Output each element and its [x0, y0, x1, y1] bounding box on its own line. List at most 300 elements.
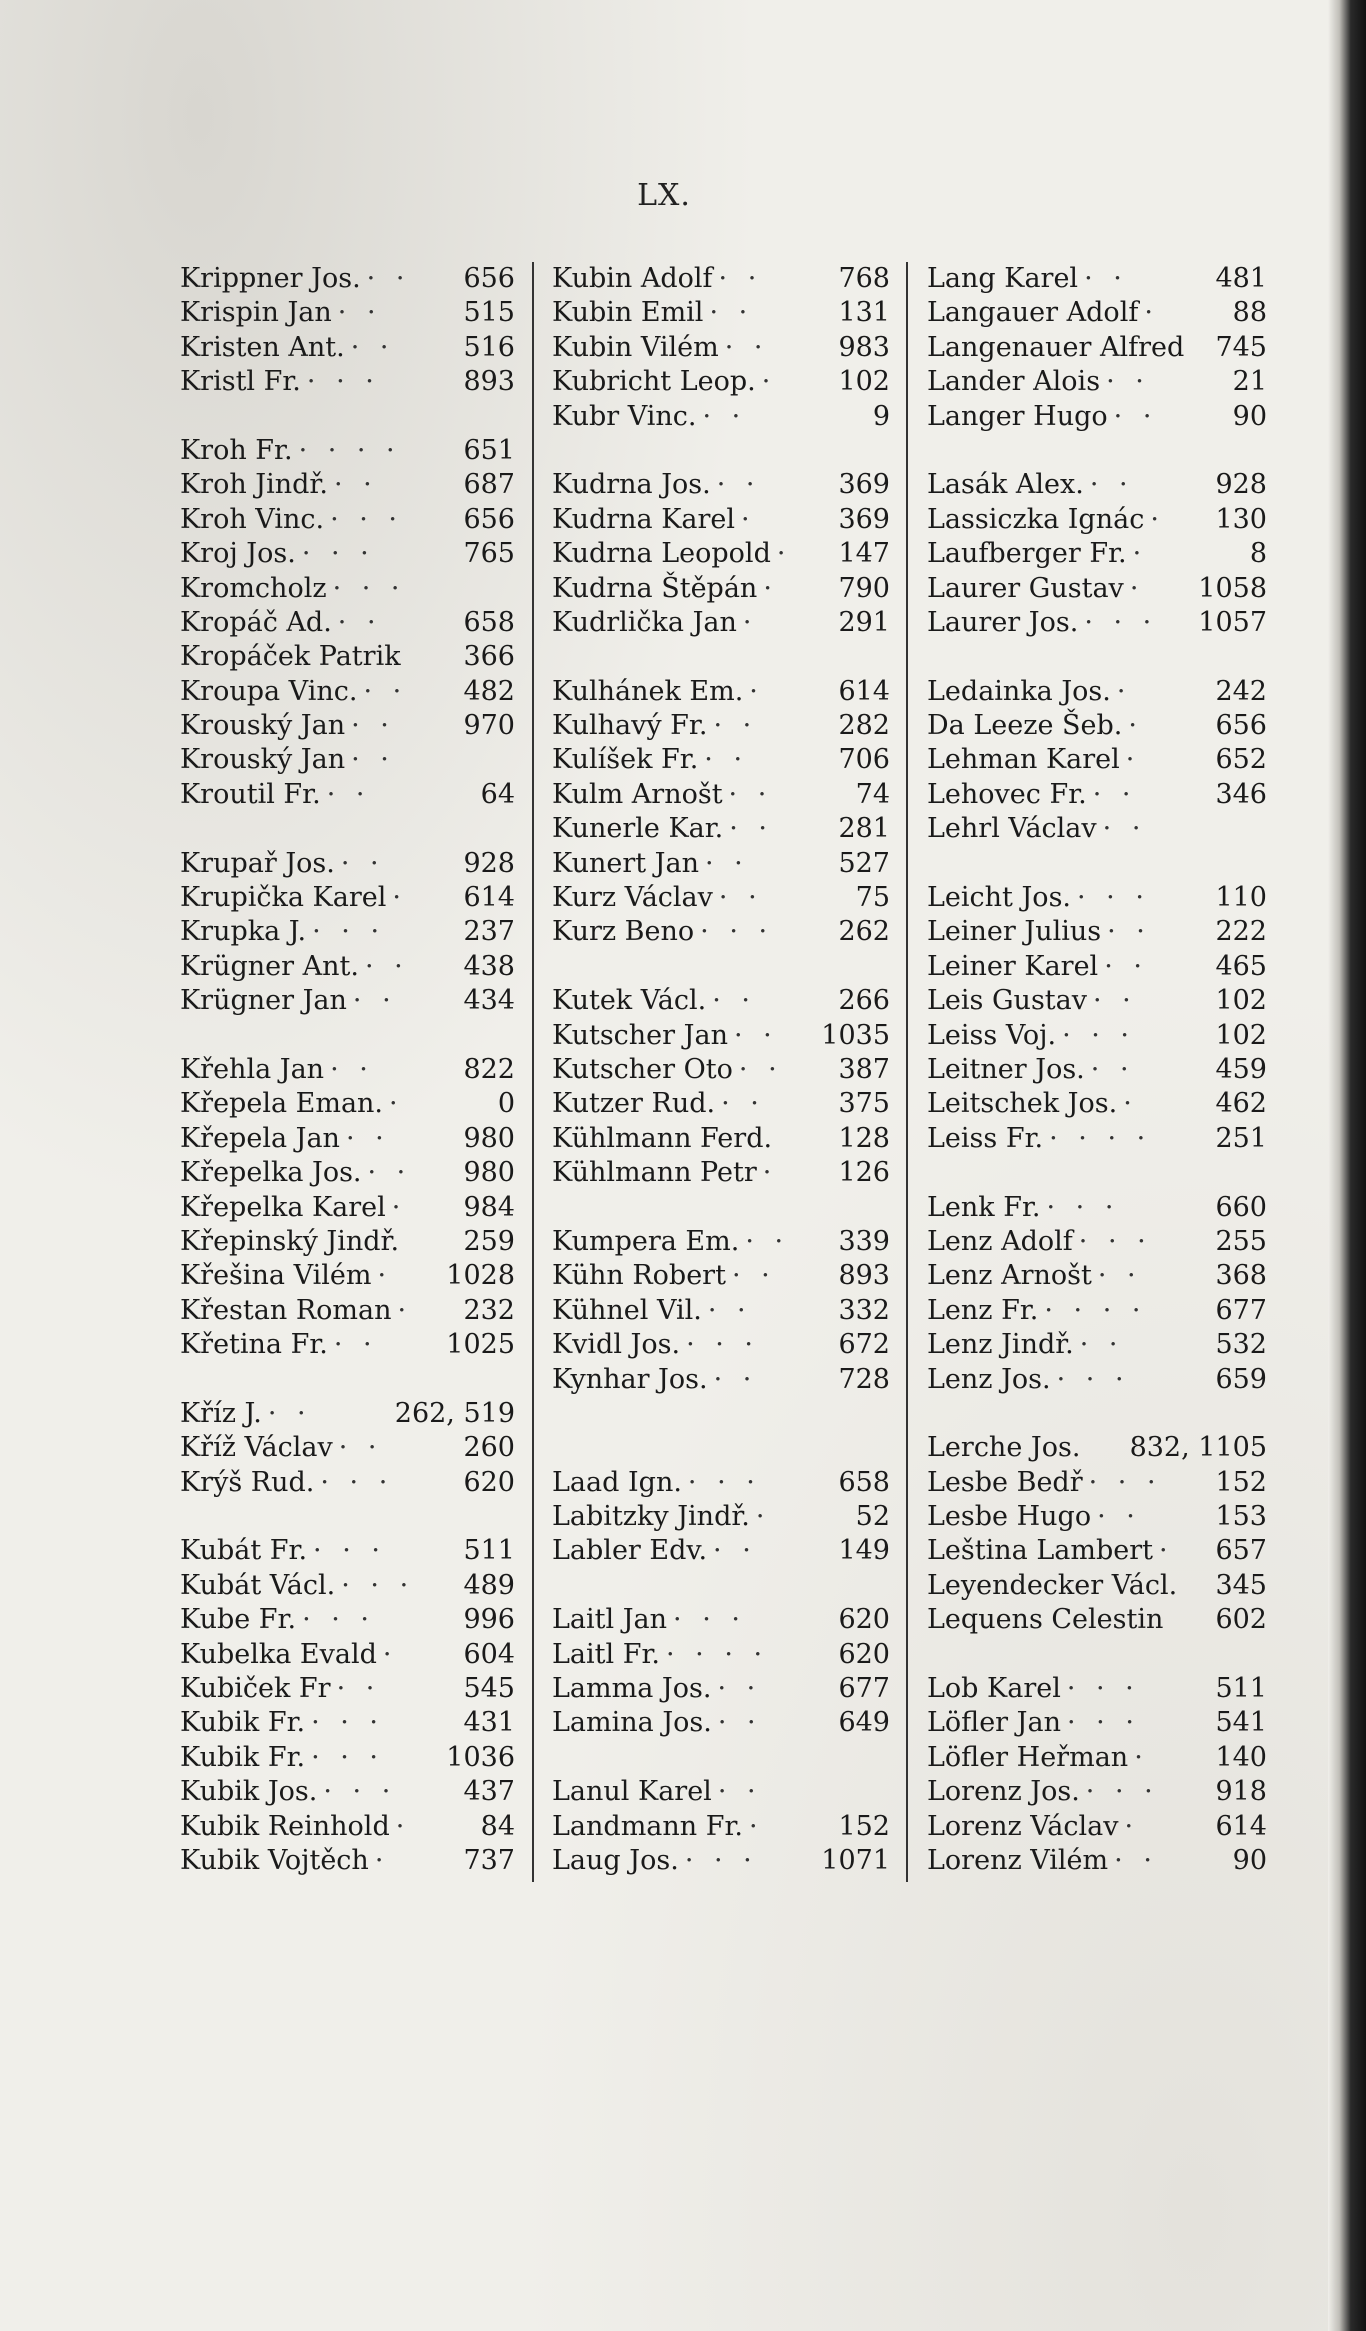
index-entry: [927, 296, 1267, 330]
entry-name: Leiss Fr.: [927, 1122, 1044, 1154]
entry-name: Leitschek Jos.: [927, 1088, 1118, 1120]
entry-leader-dots: · ·: [1090, 1053, 1135, 1085]
index-entry: [552, 847, 890, 881]
index-entry: [927, 812, 1267, 846]
entry-leader-dots: · · ·: [1078, 1225, 1152, 1257]
entry-leader-dots: · · ·: [332, 572, 406, 604]
entry-name: Kudrlička Jan: [552, 606, 737, 638]
column-divider: [906, 262, 908, 1882]
entry-name: Kroh Vinc.: [180, 503, 325, 535]
index-entry: [927, 1122, 1267, 1156]
entry-name: Laad Ign.: [552, 1466, 682, 1498]
entry-leader-dots: · · · ·: [1049, 1122, 1152, 1154]
entry-name: Kristl Fr.: [180, 366, 301, 398]
index-entry: [180, 1122, 515, 1156]
entry-page-number: 728: [838, 1363, 890, 1395]
entry-leader-dots: · ·: [733, 1019, 778, 1051]
entry-leader-dots: · ·: [707, 1294, 752, 1326]
index-gap: [552, 1397, 890, 1431]
index-entry: [180, 1397, 515, 1431]
index-gap: [552, 1569, 890, 1603]
index-entry: [927, 1466, 1267, 1500]
index-entry: [180, 1534, 515, 1568]
entry-name: Kroutil Fr.: [180, 778, 321, 810]
entry-name: Kulíšek Fr.: [552, 744, 699, 776]
entry-page-number: 620: [463, 1466, 515, 1498]
index-entry: [180, 1328, 515, 1362]
index-entry: [927, 1053, 1267, 1087]
entry-leader-dots: · ·: [709, 297, 754, 329]
entry-name: Krügner Jan: [180, 985, 347, 1017]
entry-name: Křetina Fr.: [180, 1329, 328, 1361]
entry-page-number: 102: [838, 366, 890, 398]
entry-page-number: 745: [1215, 331, 1267, 363]
entry-page-number: 516: [463, 331, 515, 363]
entry-name: Křestan Roman: [180, 1294, 392, 1326]
index-entry: [552, 1122, 890, 1156]
entry-name: Lequens Celestin: [927, 1604, 1164, 1636]
entry-name: Laufberger Fr.: [927, 538, 1127, 570]
index-entry: [180, 1706, 515, 1740]
entry-name: Krouský Jan: [180, 710, 346, 742]
entry-page-number: 832, 1105: [1129, 1432, 1267, 1464]
index-entry: [552, 1363, 890, 1397]
entry-name: Kube Fr.: [180, 1604, 297, 1636]
entry-page-number: 465: [1215, 950, 1267, 982]
entry-page-number: 677: [838, 1673, 890, 1705]
entry-page-number: 75: [855, 882, 890, 914]
entry-name: Kubelka Evald: [180, 1638, 377, 1670]
index-entry: [552, 1810, 890, 1844]
entry-page-number: 970: [463, 710, 515, 742]
index-entry: [552, 331, 890, 365]
index-entry: [180, 1053, 515, 1087]
entry-name: Kutzer Rud.: [552, 1088, 716, 1120]
entry-leader-dots: ·: [761, 366, 777, 398]
index-entry: [180, 1466, 515, 1500]
entry-leader-dots: ·: [1144, 297, 1159, 329]
entry-leader-dots: · · · ·: [666, 1638, 769, 1670]
entry-name: Löfler Heřman: [927, 1741, 1129, 1773]
entry-page-number: 918: [1215, 1776, 1267, 1808]
entry-leader-dots: · ·: [731, 1260, 776, 1292]
entry-leader-dots: ·: [1150, 503, 1165, 535]
entry-leader-dots: ·: [763, 572, 778, 604]
index-gap: [927, 434, 1267, 468]
entry-name: Leyendecker Václ.: [927, 1569, 1178, 1601]
entry-page-number: 1036: [446, 1741, 515, 1773]
entry-page-number: 262: [838, 916, 890, 948]
index-entry: [927, 1775, 1267, 1809]
entry-name: Kutek Václ.: [552, 985, 707, 1017]
entry-leader-dots: ·: [1124, 1810, 1140, 1842]
entry-leader-dots: · ·: [351, 744, 395, 776]
index-entry: [927, 400, 1267, 434]
entry-name: Lorenz Jos.: [927, 1776, 1080, 1808]
entry-page-number: 980: [463, 1157, 515, 1189]
entry-leader-dots: · ·: [333, 469, 378, 501]
index-entry: [180, 1294, 515, 1328]
entry-leader-dots: · ·: [717, 1707, 762, 1739]
entry-leader-dots: · ·: [352, 985, 397, 1017]
entry-leader-dots: · ·: [1106, 366, 1150, 398]
index-entry: [180, 434, 515, 468]
entry-leader-dots: · ·: [712, 985, 756, 1017]
entry-name: Kudrna Leopold: [552, 538, 771, 570]
entry-name: Laurer Jos.: [927, 606, 1079, 638]
entry-leader-dots: · ·: [713, 710, 758, 742]
entry-page-number: 928: [1215, 469, 1267, 501]
index-entry: [552, 1259, 890, 1293]
entry-page-number: 437: [463, 1776, 515, 1808]
entry-leader-dots: · ·: [718, 882, 763, 914]
index-entry: [552, 743, 890, 777]
entry-page-number: 366: [463, 641, 515, 673]
entry-page-number: 706: [838, 744, 890, 776]
entry-leader-dots: · · ·: [1088, 1466, 1162, 1498]
index-entry: [927, 262, 1267, 296]
index-entry: [180, 743, 515, 777]
entry-leader-dots: · · · ·: [298, 434, 401, 466]
entry-leader-dots: · ·: [1113, 400, 1158, 432]
entry-leader-dots: · · ·: [301, 538, 375, 570]
index-entry: [180, 950, 515, 984]
index-entry: [927, 1672, 1267, 1706]
entry-page-number: 282: [838, 710, 890, 742]
index-entry: [927, 606, 1267, 640]
index-entry: [927, 1191, 1267, 1225]
index-entry: [927, 1294, 1267, 1328]
entry-leader-dots: · ·: [702, 400, 747, 432]
entry-page-number: 375: [838, 1088, 890, 1120]
index-entry: [552, 1328, 890, 1362]
entry-name: Lassiczka Ignác: [927, 503, 1145, 535]
index-entry: [927, 950, 1267, 984]
entry-page-number: 88: [1232, 297, 1267, 329]
index-entry: [552, 1156, 890, 1190]
entry-leader-dots: ·: [1128, 710, 1143, 742]
entry-name: Leiss Voj.: [927, 1019, 1057, 1051]
index-entry: [927, 1363, 1267, 1397]
entry-page-number: 620: [838, 1604, 890, 1636]
entry-leader-dots: · ·: [1097, 1501, 1141, 1533]
entry-leader-dots: · ·: [364, 950, 409, 982]
entry-page-number: 1035: [821, 1019, 890, 1051]
entry-page-number: 620: [838, 1638, 890, 1670]
entry-leader-dots: · ·: [330, 1053, 374, 1085]
entry-page-number: 651: [463, 434, 515, 466]
index-entry: [180, 262, 515, 296]
entry-name: Křešina Vilém: [180, 1260, 372, 1292]
index-entry: [180, 1844, 515, 1878]
entry-page-number: 368: [1215, 1260, 1267, 1292]
entry-leader-dots: · ·: [745, 1225, 790, 1257]
index-entry: [552, 1053, 890, 1087]
entry-leader-dots: · ·: [717, 1673, 762, 1705]
entry-name: Kubricht Leop.: [552, 366, 756, 398]
entry-page-number: 602: [1215, 1604, 1267, 1636]
entry-leader-dots: ·: [749, 675, 764, 707]
index-entry: [180, 1225, 515, 1259]
entry-page-number: 511: [463, 1535, 515, 1567]
entry-leader-dots: · ·: [336, 1673, 381, 1705]
index-entry: [927, 915, 1267, 949]
entry-leader-dots: · ·: [729, 813, 773, 845]
entry-page-number: 369: [838, 503, 890, 535]
entry-leader-dots: ·: [1123, 1088, 1138, 1120]
index-entry: [180, 881, 515, 915]
entry-name: Leština Lambert: [927, 1535, 1153, 1567]
index-entry: [552, 537, 890, 571]
entry-leader-dots: · · ·: [311, 1741, 385, 1773]
entry-leader-dots: ·: [389, 1088, 404, 1120]
entry-page-number: 657: [1215, 1535, 1267, 1567]
entry-page-number: 255: [1215, 1225, 1267, 1257]
entry-page-number: 110: [1215, 882, 1267, 914]
index-entry: [180, 1638, 515, 1672]
entry-page-number: 614: [838, 675, 890, 707]
index-gap: [552, 434, 890, 468]
entry-page-number: 1071: [821, 1844, 890, 1876]
entry-name: Krupička Karel: [180, 882, 387, 914]
index-entry: [927, 1259, 1267, 1293]
index-entry: [180, 1672, 515, 1706]
entry-leader-dots: · ·: [326, 778, 371, 810]
entry-page-number: 345: [1215, 1569, 1267, 1601]
entry-page-number: 431: [463, 1707, 515, 1739]
entry-name: Krýš Rud.: [180, 1466, 315, 1498]
entry-page-number: 90: [1232, 1844, 1267, 1876]
index-entry: [927, 1500, 1267, 1534]
index-entry: [180, 1431, 515, 1465]
entry-page-number: 545: [463, 1673, 515, 1705]
index-entry: [180, 503, 515, 537]
entry-name: Lenz Fr.: [927, 1294, 1039, 1326]
entry-name: Lesbe Hugo: [927, 1501, 1092, 1533]
entry-leader-dots: · ·: [713, 1535, 757, 1567]
index-entry: [927, 503, 1267, 537]
entry-leader-dots: · · ·: [313, 1535, 386, 1567]
index-entry: [552, 1087, 890, 1121]
entry-page-number: 614: [463, 882, 515, 914]
index-gap: [180, 812, 515, 846]
entry-name: Lehovec Fr.: [927, 778, 1087, 810]
entry-leader-dots: · ·: [1104, 950, 1148, 982]
index-gap: [927, 1638, 1267, 1672]
entry-name: Kubr Vinc.: [552, 400, 697, 432]
entry-page-number: 768: [838, 263, 890, 294]
entry-page-number: 656: [1215, 710, 1267, 742]
entry-leader-dots: · · ·: [312, 916, 386, 948]
entry-name: Kubiček Fr: [180, 1673, 331, 1705]
index-gap: [552, 950, 890, 984]
entry-page-number: 102: [1215, 985, 1267, 1017]
index-gap: [552, 1191, 890, 1225]
index-entry: [927, 1844, 1267, 1878]
entry-page-number: 462: [1215, 1088, 1267, 1120]
index-entry: [927, 365, 1267, 399]
entry-leader-dots: · · ·: [311, 1707, 385, 1739]
index-entry: [927, 778, 1267, 812]
entry-page-number: 677: [1215, 1294, 1267, 1326]
entry-leader-dots: · · ·: [302, 1604, 375, 1636]
entry-leader-dots: · ·: [728, 778, 773, 810]
entry-page-number: 983: [838, 331, 890, 363]
entry-name: Leitner Jos.: [927, 1053, 1085, 1085]
entry-leader-dots: ·: [1125, 744, 1141, 776]
index-entry: [180, 331, 515, 365]
index-entry: [552, 1534, 890, 1568]
entry-name: Kroupa Vinc.: [180, 675, 358, 707]
entry-page-number: 266: [838, 985, 890, 1017]
entry-page-number: 481: [1215, 263, 1267, 294]
entry-name: Labler Edv.: [552, 1535, 708, 1567]
index-entry: [180, 296, 515, 330]
index-gap: [180, 1019, 515, 1053]
entry-name: Kubik Vojtěch: [180, 1844, 369, 1876]
entry-leader-dots: · · ·: [1046, 1191, 1120, 1223]
entry-page-number: 259: [463, 1225, 515, 1257]
entry-name: Laitl Jan: [552, 1604, 668, 1636]
entry-name: Lehman Karel: [927, 744, 1120, 776]
index-entry: [927, 1328, 1267, 1362]
entry-name: Kudrna Karel: [552, 503, 736, 535]
entry-leader-dots: ·: [382, 1638, 398, 1670]
index-entry: [552, 915, 890, 949]
entry-name: Laurer Gustav: [927, 572, 1124, 604]
entry-leader-dots: · ·: [721, 1088, 765, 1120]
entry-leader-dots: · ·: [724, 331, 769, 363]
entry-page-number: 893: [463, 366, 515, 398]
entry-page-number: 153: [1215, 1501, 1267, 1533]
entry-page-number: 128: [838, 1122, 890, 1154]
index-gap: [927, 1397, 1267, 1431]
entry-name: Kulm Arnošt: [552, 778, 723, 810]
entry-name: Kynhar Jos.: [552, 1363, 708, 1395]
entry-page-number: 102: [1215, 1019, 1267, 1051]
entry-page-number: 515: [463, 297, 515, 329]
entry-name: Lanul Karel: [552, 1776, 712, 1808]
entry-page-number: 52: [855, 1501, 890, 1533]
entry-name: Kubik Fr.: [180, 1741, 306, 1773]
entry-leader-dots: · · ·: [323, 1776, 397, 1808]
entry-name: Křepelka Karel: [180, 1191, 386, 1223]
index-entry: [552, 572, 890, 606]
entry-name: Labitzky Jindř.: [552, 1501, 750, 1533]
entry-page-number: 459: [1215, 1053, 1267, 1085]
entry-leader-dots: ·: [1116, 675, 1132, 707]
index-entry: [552, 778, 890, 812]
entry-page-number: 438: [463, 950, 515, 982]
entry-page-number: 90: [1232, 400, 1267, 432]
entry-name: Kristen Ant.: [180, 331, 345, 363]
entry-name: Křepinský Jindř.: [180, 1225, 400, 1257]
index-entry: [180, 1259, 515, 1293]
entry-page-number: 147: [838, 538, 890, 570]
entry-name: Langauer Adolf: [927, 297, 1139, 329]
entry-name: Krippner Jos.: [180, 263, 361, 294]
index-entry: [180, 1191, 515, 1225]
entry-leader-dots: · · ·: [686, 1329, 760, 1361]
index-entry: [180, 468, 515, 502]
entry-name: Krispin Jan: [180, 297, 332, 329]
entry-page-number: 541: [1215, 1707, 1267, 1739]
entry-name: Kubin Adolf: [552, 263, 713, 294]
entry-name: Kunert Jan: [552, 847, 699, 879]
entry-leader-dots: ·: [776, 538, 792, 570]
entry-name: Da Leeze Šeb.: [927, 710, 1123, 742]
entry-name: Kunerle Kar.: [552, 813, 724, 845]
entry-name: Lenz Adolf: [927, 1225, 1073, 1257]
entry-name: Kulhánek Em.: [552, 675, 744, 707]
index-entry: [552, 468, 890, 502]
entry-name: Lorenz Václav: [927, 1810, 1119, 1842]
entry-page-number: 658: [463, 606, 515, 638]
entry-page-number: 434: [463, 985, 515, 1017]
entry-name: Křehla Jan: [180, 1053, 325, 1085]
index-entry: [927, 1569, 1267, 1603]
entry-leader-dots: · · ·: [1056, 1363, 1130, 1395]
entry-leader-dots: · · · ·: [1044, 1294, 1147, 1326]
index-entry: [927, 675, 1267, 709]
entry-leader-dots: · ·: [267, 1397, 312, 1429]
entry-name: Lenz Jos.: [927, 1363, 1051, 1395]
index-gap: [927, 1156, 1267, 1190]
index-entry: [552, 675, 890, 709]
index-entry: [927, 1019, 1267, 1053]
entry-page-number: 262, 519: [394, 1397, 515, 1429]
entry-page-number: 64: [480, 778, 515, 810]
entry-leader-dots: · ·: [363, 675, 408, 707]
index-entry: [180, 365, 515, 399]
entry-name: Laug Jos.: [552, 1844, 679, 1876]
index-entry: [552, 296, 890, 330]
entry-name: Lob Karel: [927, 1673, 1061, 1705]
entry-name: Kühlmann Petr: [552, 1157, 757, 1189]
index-gap: [180, 1363, 515, 1397]
entry-leader-dots: · ·: [1107, 916, 1151, 948]
entry-page-number: 332: [838, 1294, 890, 1326]
entry-name: Langer Hugo: [927, 400, 1108, 432]
entry-name: Krouský Jan: [180, 744, 346, 776]
entry-leader-dots: ·: [392, 882, 407, 914]
entry-name: Leicht Jos.: [927, 882, 1072, 914]
index-entry: [927, 984, 1267, 1018]
entry-name: Langenauer Alfred: [927, 331, 1185, 363]
entry-name: Leiner Karel: [927, 950, 1099, 982]
entry-page-number: 980: [463, 1122, 515, 1154]
entry-leader-dots: · ·: [366, 263, 411, 294]
index-entry: [927, 1603, 1267, 1637]
entry-leader-dots: · ·: [1079, 1329, 1124, 1361]
entry-leader-dots: ·: [374, 1844, 390, 1876]
entry-page-number: 21: [1232, 366, 1267, 398]
entry-name: Krügner Ant.: [180, 950, 359, 982]
entry-page-number: 242: [1215, 675, 1267, 707]
index-entry: [927, 1225, 1267, 1259]
entry-name: Křepelka Jos.: [180, 1157, 362, 1189]
entry-name: Kumpera Em.: [552, 1225, 740, 1257]
entry-leader-dots: · · ·: [1066, 1673, 1140, 1705]
entry-leader-dots: · ·: [1089, 469, 1134, 501]
index-entry: [552, 1294, 890, 1328]
entry-name: Lenz Arnošt: [927, 1260, 1092, 1292]
entry-name: Löfler Jan: [927, 1707, 1061, 1739]
entry-page-number: 652: [1215, 744, 1267, 776]
index-entry: [180, 675, 515, 709]
index-entry: [552, 1672, 890, 1706]
entry-leader-dots: ·: [762, 1157, 778, 1189]
